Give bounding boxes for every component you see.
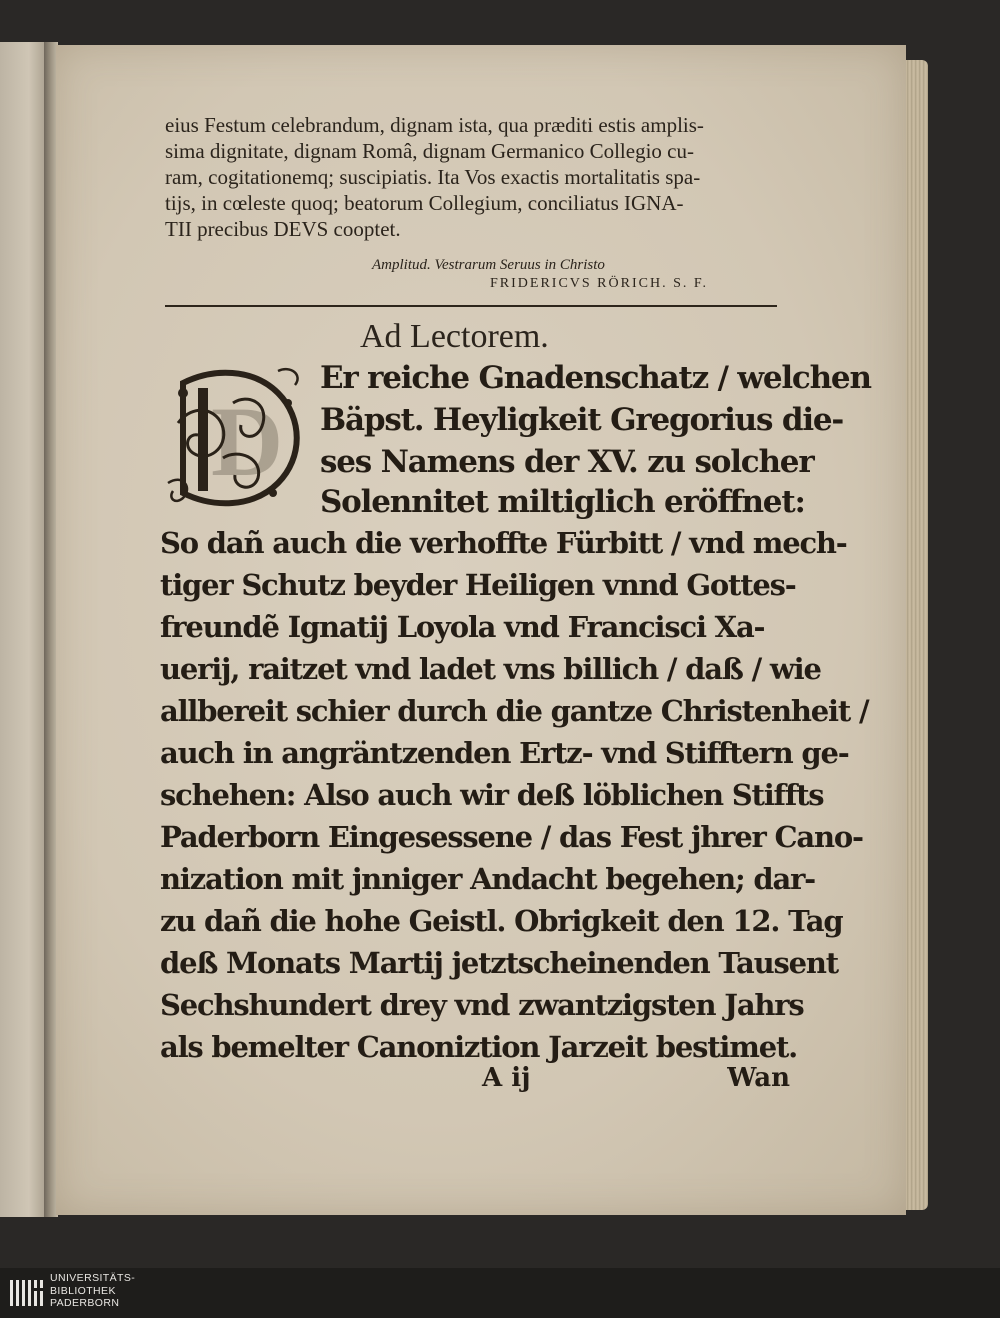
body-line: schehen: Also auch wir deß löblichen Stiffts: [160, 778, 824, 812]
dedication-line: sima dignitate, dignam Româ, dignam Germanico Collegio cu-: [165, 139, 694, 163]
body-line: Sechshundert drey vnd zwantzigsten Jahrs: [160, 988, 804, 1022]
dedication-line: tijs, in cœleste quoq; beatorum Collegium, conciliatus IGNA-: [165, 191, 684, 215]
body-line: auch in angräntzenden Ertz- vnd Stifftern ge-: [160, 736, 849, 770]
library-name-line: PADERBORN: [50, 1297, 120, 1309]
body-line: Solennitet miltiglich eröffnet:: [320, 484, 805, 520]
decorated-initial-icon: [163, 363, 313, 513]
body-line: ses Namens der XV. zu solcher: [320, 444, 814, 480]
library-footer: [0, 1268, 1000, 1318]
library-logo-icon: [8, 1274, 46, 1312]
dedication-line: TII precibus DEVS cooptet.: [165, 217, 401, 241]
body-line: nization mit jnniger Andacht begehen; dar-: [160, 862, 816, 896]
body-line: als bemelter Canoniztion Jarzeit bestimet.: [160, 1030, 798, 1064]
body-line: zu dañ die hohe Geistl. Obrigkeit den 12. Tag: [160, 904, 843, 938]
section-heading: Ad Lectorem.: [360, 318, 549, 355]
signature-mark: A ij: [482, 1063, 531, 1093]
library-name: [50, 1272, 135, 1310]
body-line: allbereit schier durch die gantze Christenheit /: [160, 694, 869, 728]
body-line: deß Monats Martij jetztscheinenden Tausent: [160, 946, 838, 980]
dedication-text: [165, 112, 795, 242]
body-line: Paderborn Eingesessene / das Fest jhrer Cano-: [160, 820, 863, 854]
library-name-line: BIBLIOTHEK: [50, 1284, 116, 1297]
left-page-edge: [0, 42, 48, 1217]
signature-salutation: Amplitud. Vestrarum Seruus in Christo: [372, 257, 605, 273]
dedication-line: ram, cogitationemq; suscipiatis. Ita Vos exactis mortalitatis spa-: [165, 165, 701, 189]
body-line: Bäpst. Heyligkeit Gregorius die-: [320, 402, 844, 438]
body-line: uerij, raitzet vnd ladet vns billich / daß / wie: [160, 652, 821, 686]
initial-letter: D: [211, 386, 284, 497]
body-line: So dañ auch die verhoffte Fürbitt / vnd mech-: [160, 526, 847, 560]
dedication-line: eius Festum celebrandum, dignam ista, qua præditi estis amplis-: [165, 113, 704, 137]
catchword: Wan: [727, 1063, 790, 1093]
library-name-line: UNIVERSITÄTS-: [50, 1272, 136, 1284]
body-line: tiger Schutz beyder Heiligen vnnd Gottes-: [160, 568, 796, 602]
body-line: Er reiche Gnadenschatz / welchen: [320, 360, 871, 396]
body-line: freundẽ Ignatij Loyola vnd Francisci Xa-: [160, 610, 765, 644]
signature-name: FRIDERICVS RÖRICH. S. F.: [490, 276, 709, 291]
section-divider: [165, 305, 777, 307]
page-footer-marks: [160, 1063, 790, 1103]
